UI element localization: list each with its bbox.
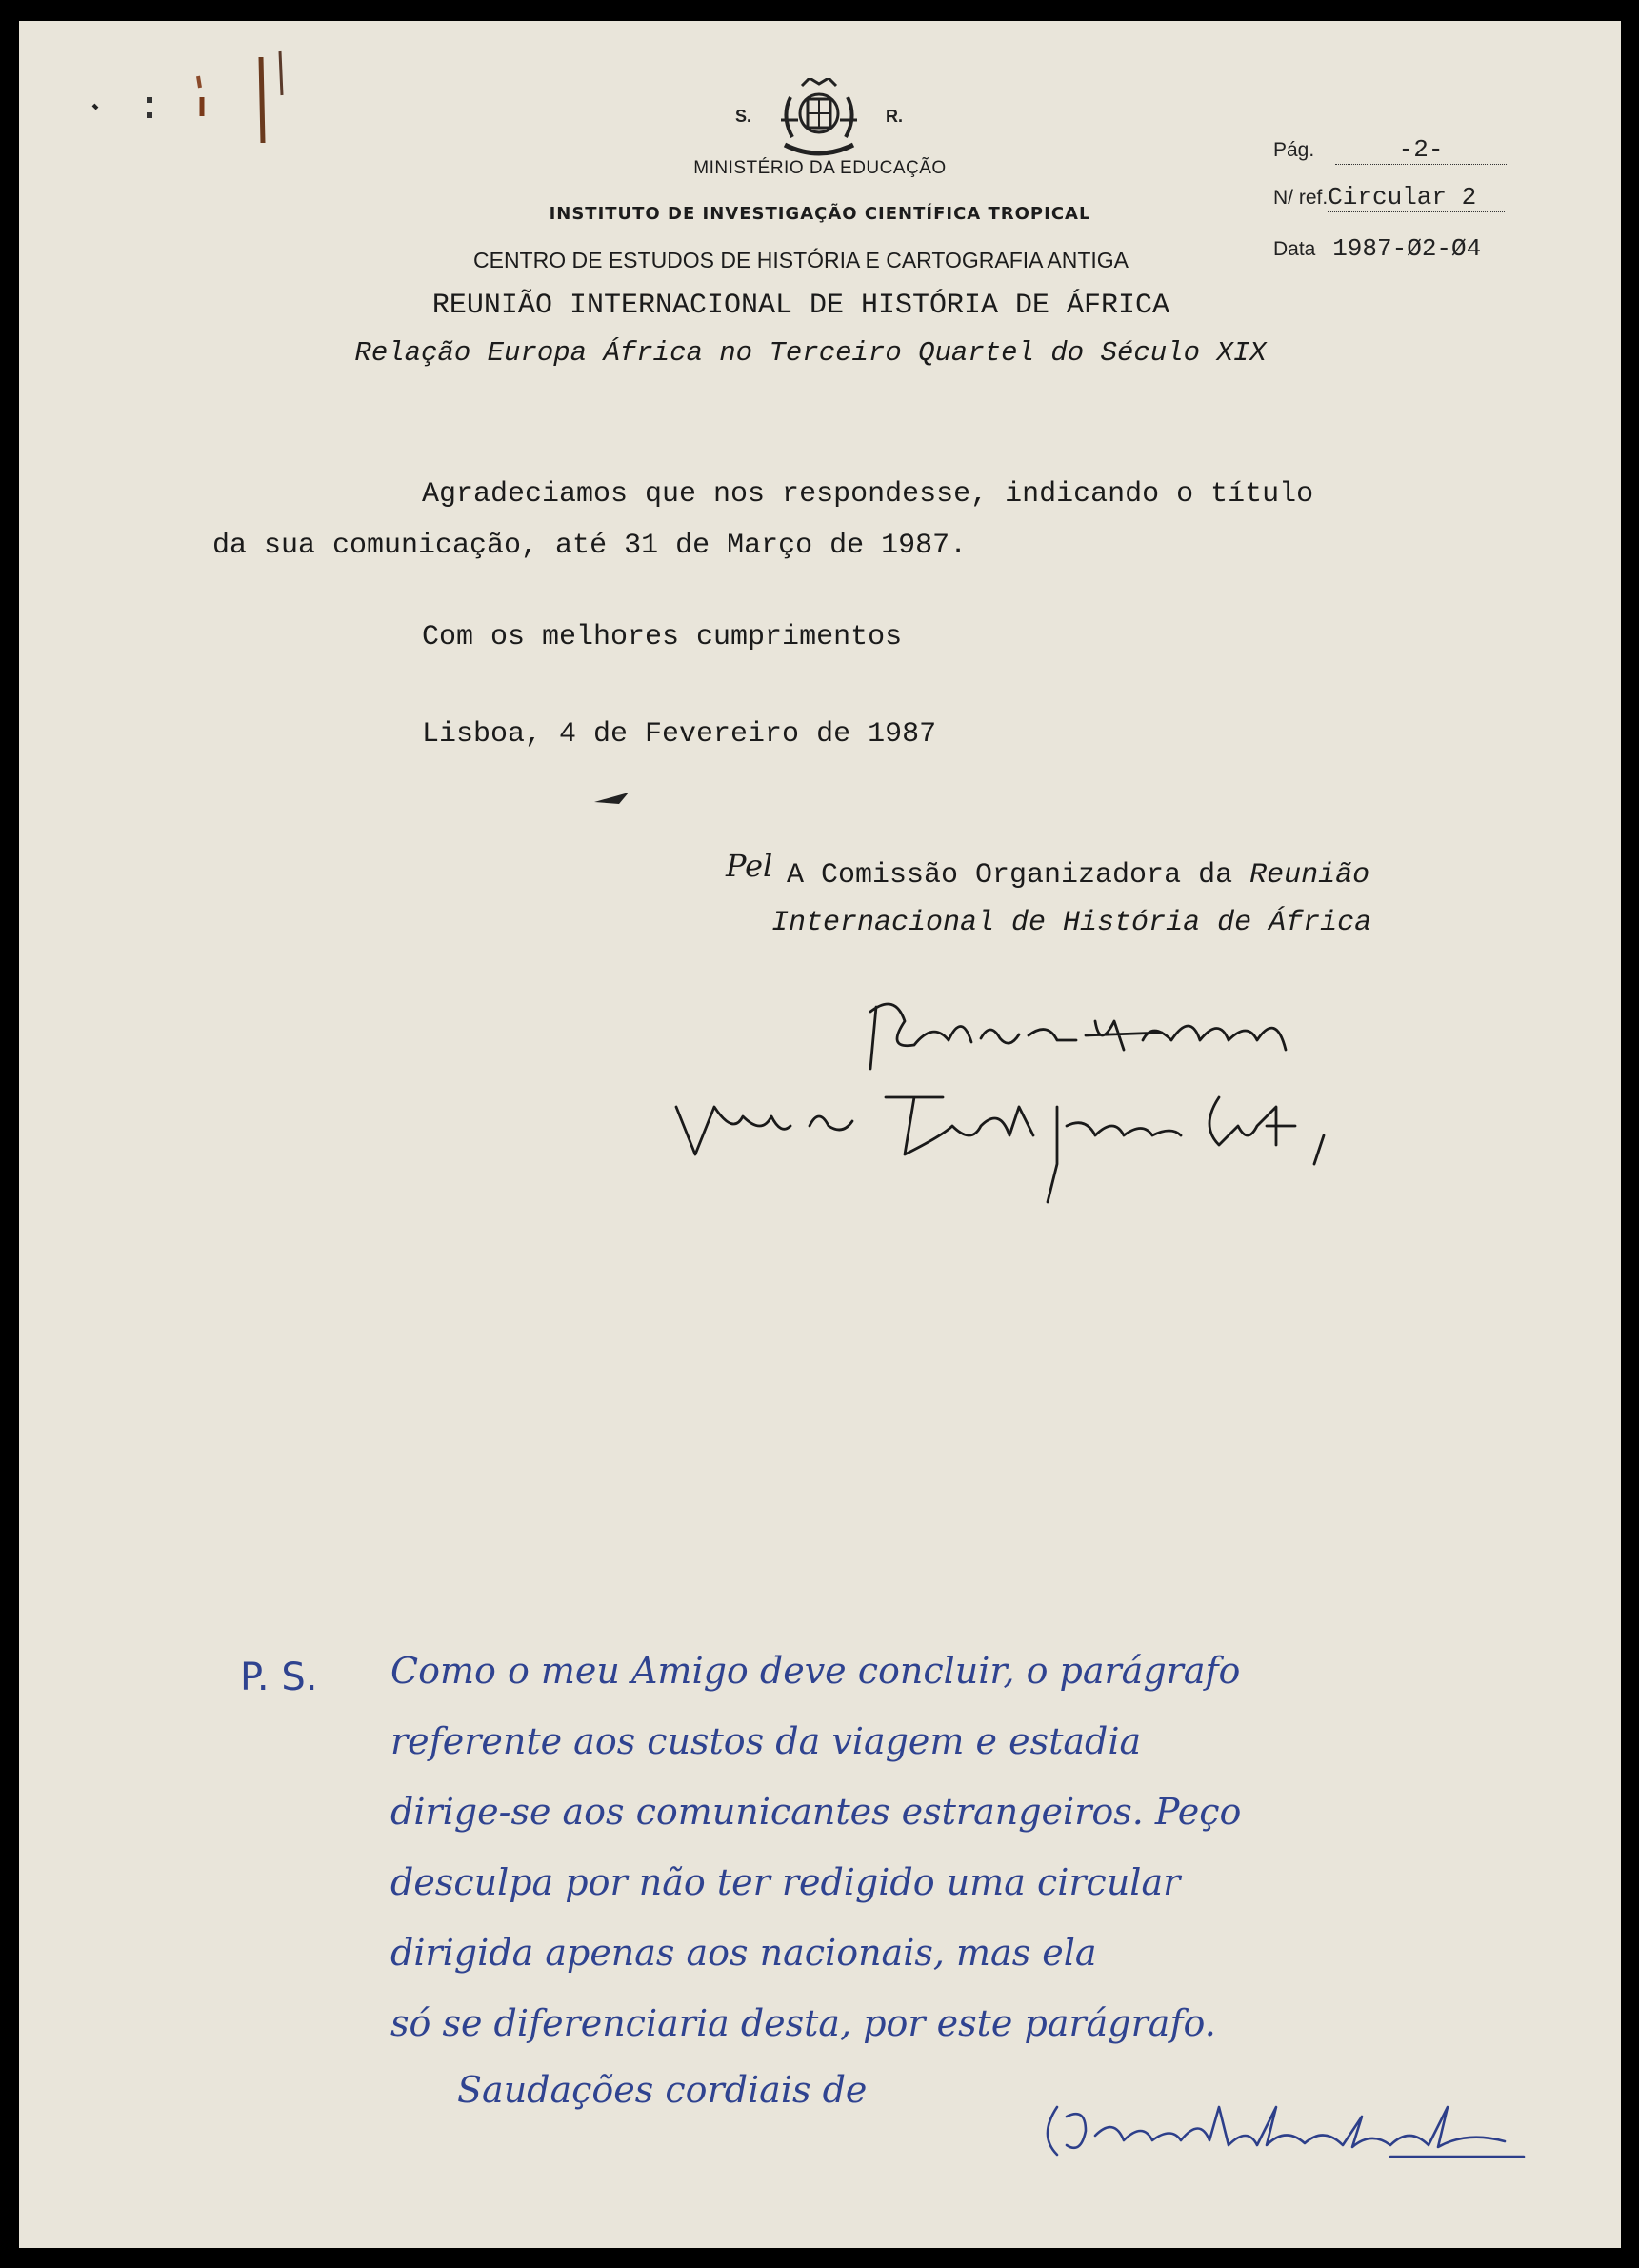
ps-label: P. S. (240, 1656, 318, 1699)
ref-label: N/ ref. (1273, 187, 1329, 209)
page-ref (1273, 135, 1507, 165)
ref-value: Circular 2 (1328, 183, 1505, 212)
sr-right: R. (886, 107, 903, 126)
ps-line-7: Saudações cordiais de (457, 2069, 868, 2111)
committee-line-2: Internacional de História de África (771, 907, 1372, 939)
committee-italic: Reunião (1249, 859, 1370, 892)
place-date-line: Lisboa, 4 de Fevereiro de 1987 (422, 718, 937, 751)
date-value: 1987-Ø2-Ø4 (1332, 234, 1482, 263)
signature-2 (657, 1069, 1400, 1212)
pel-annotation: Pel (726, 848, 773, 884)
date-ref (1273, 234, 1481, 263)
ps-line-2: referente aos custos da viagem e estadia (390, 1720, 1142, 1762)
ps-line-3: dirige-se aos comunicantes estrangeiros. Peço (390, 1791, 1242, 1833)
centre-line: CENTRO DE ESTUDOS DE HISTÓRIA E CARTOGRAFIA ANTIGA (473, 248, 1129, 272)
committee-plain: A Comissão Organizadora da (787, 859, 1233, 892)
meeting-subtitle: Relação Europa África no Terceiro Quartel do Século XIX (354, 337, 1267, 369)
pen-mark (590, 783, 648, 812)
coat-of-arms-icon (771, 78, 867, 162)
ps-line-1: Como o meu Amigo deve concluir, o parágrafo (390, 1650, 1241, 1692)
institute-line: INSTITUTO DE INVESTIGAÇÃO CIENTÍFICA TROPICAL (549, 204, 1091, 224)
ps-line-6: só se diferenciaria desta, por este parágrafo. (390, 2002, 1216, 2044)
paragraph-line-1: Agradeciamos que nos respondesse, indicando o título (422, 478, 1314, 511)
ps-line-4: desculpa por não ter redigido uma circular (390, 1861, 1181, 1903)
ministry-line: MINISTÉRIO DA EDUCAÇÃO (693, 158, 947, 178)
page-value: -2- (1335, 135, 1507, 165)
meeting-title: REUNIÃO INTERNACIONAL DE HISTÓRIA DE ÁFRICA (431, 290, 1170, 322)
ref-number (1273, 183, 1505, 212)
ps-line-5: dirigida apenas aos nacionais, mas ela (390, 1932, 1097, 1974)
committee-line-1 (787, 859, 1369, 892)
date-label: Data (1273, 238, 1316, 260)
letter-page (19, 21, 1621, 2248)
margin-marks (86, 38, 333, 152)
closing-line: Com os melhores cumprimentos (422, 621, 903, 653)
sr-left: S. (735, 107, 752, 126)
ps-signature (1029, 2088, 1562, 2174)
paragraph-line-2: da sua comunicação, até 31 de Março de 1987. (212, 530, 968, 562)
page-label: Pág. (1273, 139, 1315, 161)
